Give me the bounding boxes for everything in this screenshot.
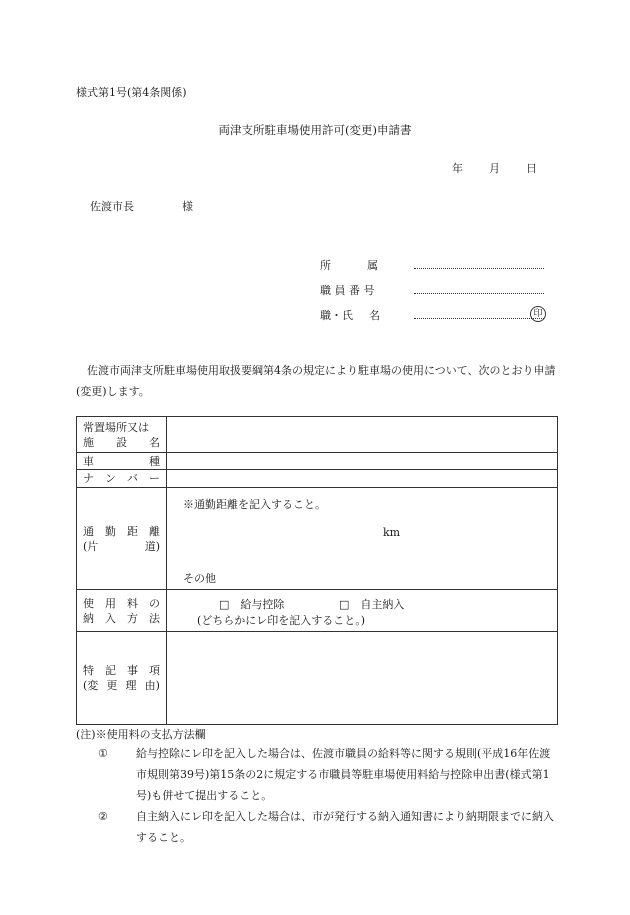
date-line — [452, 160, 537, 176]
commute-distance-label: 通 勤 距 離 (片 道) — [77, 488, 167, 590]
document-title: 両津支所駐車場使用許可(変更)申請書 — [218, 123, 412, 137]
payment-instruction: (どちらかにレ印を記入すること。) — [197, 614, 366, 627]
number-plate-field[interactable] — [167, 470, 558, 488]
fee-payment-label: 使 用 料 の 納 入 方 法 — [77, 590, 167, 632]
commute-distance-field[interactable] — [167, 488, 558, 590]
application-table — [76, 416, 558, 725]
addressee-name: 佐渡市長 — [90, 200, 134, 213]
notes-heading: (注)※使用料の支払方法欄 — [76, 728, 206, 741]
name-field[interactable] — [414, 318, 544, 319]
number-plate-label: ナ ン バ ー — [77, 470, 167, 488]
vehicle-type-label: 車 種 — [77, 453, 167, 470]
addressee-honorific: 様 — [182, 200, 193, 213]
self-payment-checkbox[interactable]: □ 自主納入 — [339, 598, 405, 611]
affiliation-label: 所 属 — [320, 259, 378, 272]
note-number: ② — [98, 810, 108, 823]
fee-payment-field — [167, 590, 558, 632]
seal-mark: 印 — [530, 306, 546, 322]
note-text: 給与控除にレ印を記入した場合は、佐渡市職員の給料等に関する規則(平成16年佐渡市規則第39号)第15条の2に規定する市職員等駐車場使用料給与控除申出書(様式第1号)も併せて提出すること。 — [136, 747, 551, 802]
commute-unit: km — [383, 526, 401, 539]
note-number: ① — [98, 747, 108, 760]
commute-other: その他 — [183, 572, 216, 585]
note-item-2 — [98, 806, 558, 848]
employee-number-field[interactable] — [414, 293, 544, 294]
note-text: 自主納入にレ印を記入した場合は、市が発行する納入通知書により納期限までに納入すること。 — [136, 810, 554, 844]
year-label: 年 — [452, 162, 463, 175]
affiliation-field[interactable] — [414, 268, 544, 269]
note-item-1 — [98, 743, 558, 806]
remarks-label: 特 記 事 項 (変 更 理 由) — [77, 632, 167, 725]
workplace-label: 常置場所又は 施 設 名 — [77, 417, 167, 453]
addressee — [90, 198, 193, 214]
vehicle-type-field[interactable] — [167, 453, 558, 470]
workplace-field[interactable] — [167, 417, 558, 453]
remarks-field[interactable] — [167, 632, 558, 725]
salary-deduction-checkbox[interactable]: □ 給与控除 — [219, 598, 285, 611]
name-label: 職・氏 名 — [320, 309, 380, 322]
request-text: 佐渡市両津支所駐車場使用取扱要綱第4条の規定により駐車場の使用について、次のとおり申請(変更)します。 — [76, 364, 556, 398]
employee-number-label: 職 員 番 号 — [320, 284, 375, 297]
month-label: 月 — [489, 162, 500, 175]
day-label: 日 — [526, 162, 537, 175]
commute-note: ※通勤距離を記入すること。 — [183, 498, 326, 511]
form-number: 様式第1号(第4条関係) — [76, 86, 187, 99]
